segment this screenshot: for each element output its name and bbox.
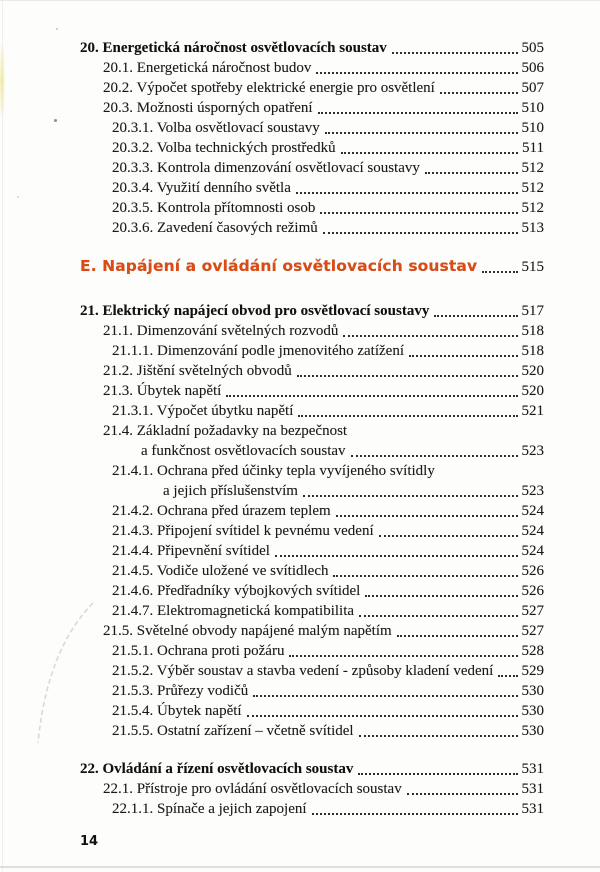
toc-entry-page-number: 513 [521, 220, 544, 236]
toc-entry [80, 421, 544, 441]
dot-leader [296, 192, 518, 194]
toc-entry-label: 20.3. Možnosti úsporných opatření [103, 100, 313, 116]
dot-leader [325, 132, 518, 134]
toc-entry [80, 341, 544, 361]
scan-smudge-artifact [0, 46, 4, 116]
toc-entry-label: 21.3. Úbytek napětí [103, 383, 222, 399]
toc-entry [80, 601, 544, 621]
toc-entry-page-number: 520 [521, 363, 544, 379]
scan-edge-bottom [0, 866, 600, 868]
dot-leader [351, 455, 518, 457]
toc-entry-label: 21.4.2. Ochrana před úrazem teplem [112, 503, 331, 519]
toc-entry-label: 20.3.5. Kontrola přítomnosti osob [112, 200, 316, 216]
toc-entry-page-number: 506 [521, 60, 544, 76]
toc-entry-page-number: 517 [521, 303, 544, 319]
dot-leader [482, 271, 517, 273]
toc-entry-page-number: 518 [521, 323, 544, 339]
dot-leader [440, 92, 518, 94]
toc-entry-page-number: 512 [521, 180, 544, 196]
toc-entry [80, 58, 544, 78]
toc-entry-page-number: 524 [521, 503, 544, 519]
dot-leader [289, 655, 517, 657]
toc-entry-page-number: 505 [521, 40, 544, 56]
toc-entry-page-number: 510 [521, 120, 544, 136]
toc-entry-label: 20.3.2. Volba technických prostředků [112, 140, 336, 156]
toc-entry-page-number: 528 [521, 643, 544, 659]
toc-entry [80, 799, 544, 819]
toc-entry [80, 138, 544, 158]
toc-entry-label: 21.1.1. Dimenzování podle jmenovitého zatížení [112, 343, 405, 359]
toc-entry-label: E. Napájení a ovládání osvětlovacích soustav [80, 257, 478, 275]
toc-entry-page-number: 512 [521, 200, 544, 216]
dot-leader [379, 535, 518, 537]
toc-entry-label: 20.3.3. Kontrola dimenzování osvětlovací soustavy [112, 160, 420, 176]
dot-leader [316, 72, 517, 74]
toc-entry [80, 321, 544, 341]
dot-leader [253, 695, 517, 697]
toc-entry [80, 681, 544, 701]
toc-entry-page-number: 527 [521, 623, 544, 639]
dot-leader [318, 112, 518, 114]
toc-entry-label: 21. Elektrický napájecí obvod pro osvětlovací soustavy [80, 303, 430, 319]
toc-entry-label: 21.4.7. Elektromagnetická kompatibilita [112, 603, 355, 619]
toc-entry-page-number: 530 [521, 703, 544, 719]
toc-entry-page-number: 527 [521, 603, 544, 619]
dot-leader [312, 813, 518, 815]
dot-leader [320, 212, 517, 214]
dot-leader [407, 793, 518, 795]
scan-edge-top [0, 0, 600, 1]
toc-entry-label: a jejich příslušenstvím [163, 483, 298, 499]
toc-entry-page-number: 510 [521, 100, 544, 116]
toc-entry-page-number: 529 [521, 663, 544, 679]
toc-entry [80, 255, 544, 277]
toc-entry [80, 401, 544, 421]
dot-leader [359, 735, 518, 737]
toc-entry-page-number: 526 [521, 583, 544, 599]
toc-entry [80, 361, 544, 381]
toc-entry-page-number: 512 [521, 160, 544, 176]
toc-entry [80, 621, 544, 641]
dot-leader [498, 675, 517, 677]
toc-entry-label: 21.2. Jištění světelných obvodů [103, 363, 292, 379]
scan-speck-artifact [56, 28, 58, 30]
dot-leader [303, 495, 518, 497]
toc-entry-label: 22.1.1. Spínače a jejich zapojení [112, 801, 307, 817]
dot-leader [365, 595, 517, 597]
toc-entry-label: 21.4.5. Vodiče uložené ve svítidlech [112, 563, 329, 579]
toc-entry-label: 21.1. Dimenzování světelných rozvodů [103, 323, 339, 339]
dot-leader [275, 555, 518, 557]
toc-entry-label: 20.2. Výpočet spotřeby elektrické energie pro osvětlení [103, 80, 435, 96]
toc-entry-page-number: 518 [521, 343, 544, 359]
dot-leader [298, 415, 517, 417]
toc-entry [80, 301, 544, 321]
dot-leader [409, 355, 517, 357]
toc-entry [80, 98, 544, 118]
toc-entry [80, 501, 544, 521]
toc-entry [80, 541, 544, 561]
toc-entry-page-number: 524 [521, 543, 544, 559]
toc-entry-page-number: 524 [521, 523, 544, 539]
toc-entry-label: 22. Ovládání a řízení osvětlovacích soustav [80, 761, 354, 777]
toc-entry [80, 78, 544, 98]
scan-speck-artifact [17, 196, 19, 198]
toc-entry-label: 21.5.3. Průřezy vodičů [112, 683, 249, 699]
toc-entry [80, 441, 544, 461]
toc-entry-page-number: 523 [521, 483, 544, 499]
toc-entry-label: 20.3.4. Využití denního světla [112, 180, 291, 196]
toc-entry [80, 38, 544, 58]
toc-entry-label: 21.4.1. Ochrana před účinky tepla vyvíjeného svítidly [112, 463, 435, 479]
toc-entry [80, 721, 544, 741]
dot-leader [434, 315, 517, 317]
dot-leader [425, 172, 518, 174]
toc-entry-page-number: 526 [521, 563, 544, 579]
toc-entry-label: 20.3.1. Volba osvětlovací soustavy [112, 120, 320, 136]
toc-entry-label: 22.1. Přístroje pro ovládání osvětlovacích soustav [103, 781, 402, 797]
toc-entry-page-number: 523 [521, 443, 544, 459]
toc-entry-page-number: 531 [521, 801, 544, 817]
toc-entry-page-number: 521 [521, 403, 544, 419]
toc-entry-label: 21.4.6. Předřadníky výbojkových svítidel [112, 583, 361, 599]
toc-entry-page-number: 507 [521, 80, 544, 96]
toc-entry-label: 20.3.6. Zavedení časových režimů [112, 220, 318, 236]
toc-entry-label: 21.5.1. Ochrana proti požáru [112, 643, 285, 659]
toc-entry [80, 779, 544, 799]
toc-entry [80, 521, 544, 541]
scan-edge-left [2, 0, 3, 872]
dot-leader [397, 635, 518, 637]
toc-entry [80, 118, 544, 138]
toc-entry [80, 661, 544, 681]
toc-entry [80, 581, 544, 601]
dot-leader [392, 52, 518, 54]
toc-entry [80, 198, 544, 218]
toc-entry [80, 461, 544, 481]
toc-entry [80, 641, 544, 661]
toc-entry-label: 21.3.1. Výpočet úbytku napětí [112, 403, 294, 419]
toc-entry-page-number: 511 [522, 140, 544, 156]
toc-entry [80, 481, 544, 501]
toc-entry-page-number: 530 [521, 723, 544, 739]
toc-list [80, 38, 544, 819]
toc-entry-label: a funkčnost osvětlovacích soustav [141, 443, 346, 459]
toc-entry-page-number: 531 [521, 761, 544, 777]
toc-entry-label: 20. Energetická náročnost osvětlovacích soustav [80, 40, 387, 56]
dot-leader [323, 232, 518, 234]
toc-entry-page-number: 515 [521, 259, 544, 275]
toc-entry-page-number: 520 [521, 383, 544, 399]
toc-entry-label: 21.4.3. Připojení svítidel k pevnému vedení [112, 523, 374, 539]
toc-entry [80, 701, 544, 721]
toc-entry [80, 218, 544, 238]
dot-leader [343, 335, 517, 337]
toc-entry-label: 21.4.4. Připevnění svítidel [112, 543, 270, 559]
dot-leader [358, 773, 517, 775]
toc-entry [80, 381, 544, 401]
toc-entry-page-number: 531 [521, 781, 544, 797]
toc-entry-label: 20.1. Energetická náročnost budov [103, 60, 312, 76]
toc-entry [80, 561, 544, 581]
dot-leader [226, 395, 517, 397]
toc-entry-label: 21.5.4. Úbytek napětí [112, 703, 242, 719]
dot-leader [297, 375, 518, 377]
toc-entry-label: 21.5.2. Výběr soustav a stavba vedení - způsoby kladení vedení [112, 663, 494, 679]
toc-entry-page-number: 530 [521, 683, 544, 699]
toc-entry-label: 21.5. Světelné obvody napájené malým napětím [103, 623, 392, 639]
toc-entry [80, 759, 544, 779]
toc-entry [80, 158, 544, 178]
page-number: 14 [80, 834, 99, 849]
dot-leader [336, 515, 518, 517]
toc-entry-label: 21.4. Základní požadavky na bezpečnost [103, 423, 348, 439]
dot-leader [333, 575, 517, 577]
dot-leader [359, 615, 517, 617]
toc-entry [80, 178, 544, 198]
scan-speck-artifact [54, 119, 57, 122]
dot-leader [341, 152, 518, 154]
toc-entry-label: 21.5.5. Ostatní zařízení – včetně svítidel [112, 723, 354, 739]
dot-leader [247, 715, 518, 717]
